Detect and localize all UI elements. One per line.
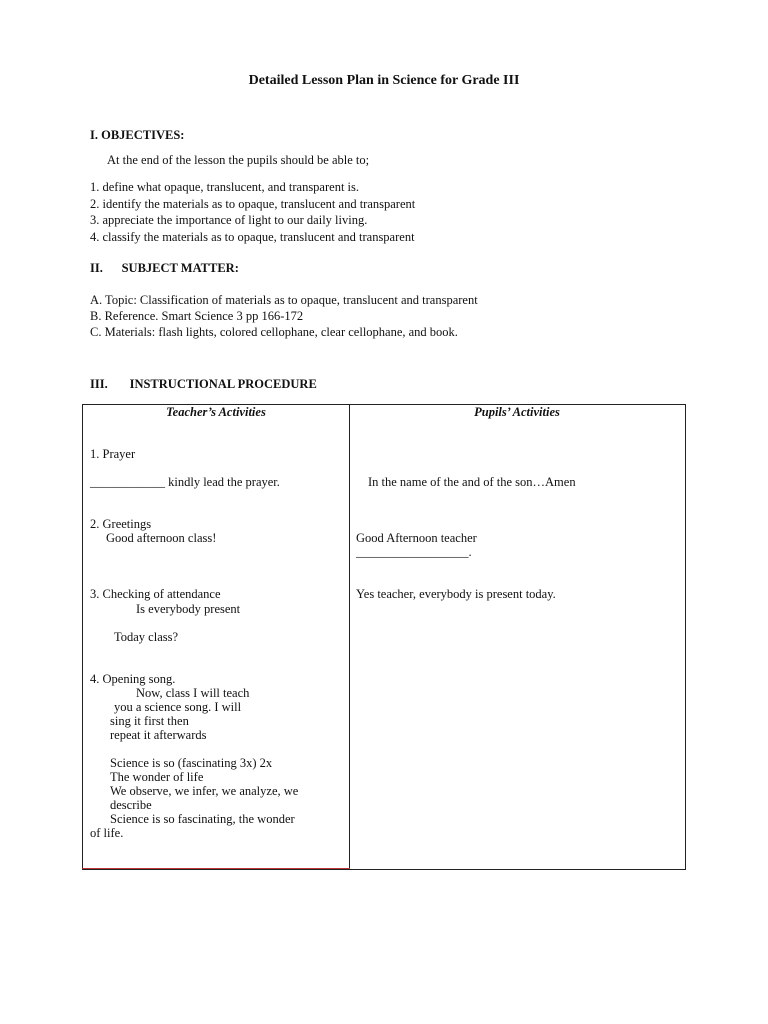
objective-item: 4. classify the materials as to opaque, translucent and transparent bbox=[90, 230, 415, 244]
table-bottom-accent bbox=[82, 868, 350, 869]
objectives-heading: I. OBJECTIVES: bbox=[90, 128, 185, 142]
teacher-today: Today class? bbox=[114, 630, 179, 644]
objective-item: 2. identify the materials as to opaque, translucent and transparent bbox=[90, 197, 416, 211]
pupil-greeting-line: __________________. bbox=[356, 545, 472, 559]
song-lyric: describe bbox=[110, 798, 152, 812]
procedure-heading: III. INSTRUCTIONAL PROCEDURE bbox=[90, 377, 317, 391]
teacher-prayer: 1. Prayer bbox=[90, 447, 136, 461]
subject-item: B. Reference. Smart Science 3 pp 166-172 bbox=[90, 309, 304, 323]
teacher-attendance-line: Is everybody present bbox=[136, 602, 241, 616]
page-title: Detailed Lesson Plan in Science for Grade III bbox=[248, 73, 520, 88]
table-column-divider bbox=[349, 404, 350, 870]
teacher-activities-header: Teacher’s Activities bbox=[166, 405, 266, 419]
objective-item: 1. define what opaque, translucent, and transparent is. bbox=[90, 180, 360, 194]
teacher-song-line: sing it first then bbox=[110, 714, 189, 728]
teacher-song-line: you a science song. I will bbox=[114, 700, 242, 714]
objective-item: 3. appreciate the importance of light to our daily living. bbox=[90, 213, 368, 227]
teacher-song-line: repeat it afterwards bbox=[110, 728, 207, 742]
song-lyric-end: of life. bbox=[90, 826, 124, 840]
teacher-greetings: 2. Greetings bbox=[90, 517, 152, 531]
teacher-song: 4. Opening song. bbox=[90, 672, 176, 686]
song-lyric: We observe, we infer, we analyze, we bbox=[110, 784, 299, 798]
song-lyric: The wonder of life bbox=[110, 770, 204, 784]
pupil-attendance-response: Yes teacher, everybody is present today. bbox=[356, 587, 556, 601]
teacher-prayer-line: ____________ kindly lead the prayer. bbox=[90, 475, 280, 489]
teacher-attendance: 3. Checking of attendance bbox=[90, 587, 221, 601]
subject-item: A. Topic: Classification of materials as to opaque, translucent and transparent bbox=[90, 293, 478, 307]
pupils-activities-header: Pupils’ Activities bbox=[474, 405, 560, 419]
song-lyric: Science is so (fascinating 3x) 2x bbox=[110, 756, 273, 770]
song-lyric: Science is so fascinating, the wonder bbox=[110, 812, 295, 826]
pupil-greeting-response: Good Afternoon teacher bbox=[356, 531, 477, 545]
teacher-greetings-line: Good afternoon class! bbox=[106, 531, 217, 545]
objectives-intro: At the end of the lesson the pupils should be able to; bbox=[107, 153, 370, 167]
pupil-prayer-response: In the name of the and of the son…Amen bbox=[368, 475, 576, 489]
subject-matter-heading: II. SUBJECT MATTER: bbox=[90, 261, 239, 275]
teacher-song-line: Now, class I will teach bbox=[136, 686, 250, 700]
subject-item: C. Materials: flash lights, colored cellophane, clear cellophane, and book. bbox=[90, 325, 458, 339]
